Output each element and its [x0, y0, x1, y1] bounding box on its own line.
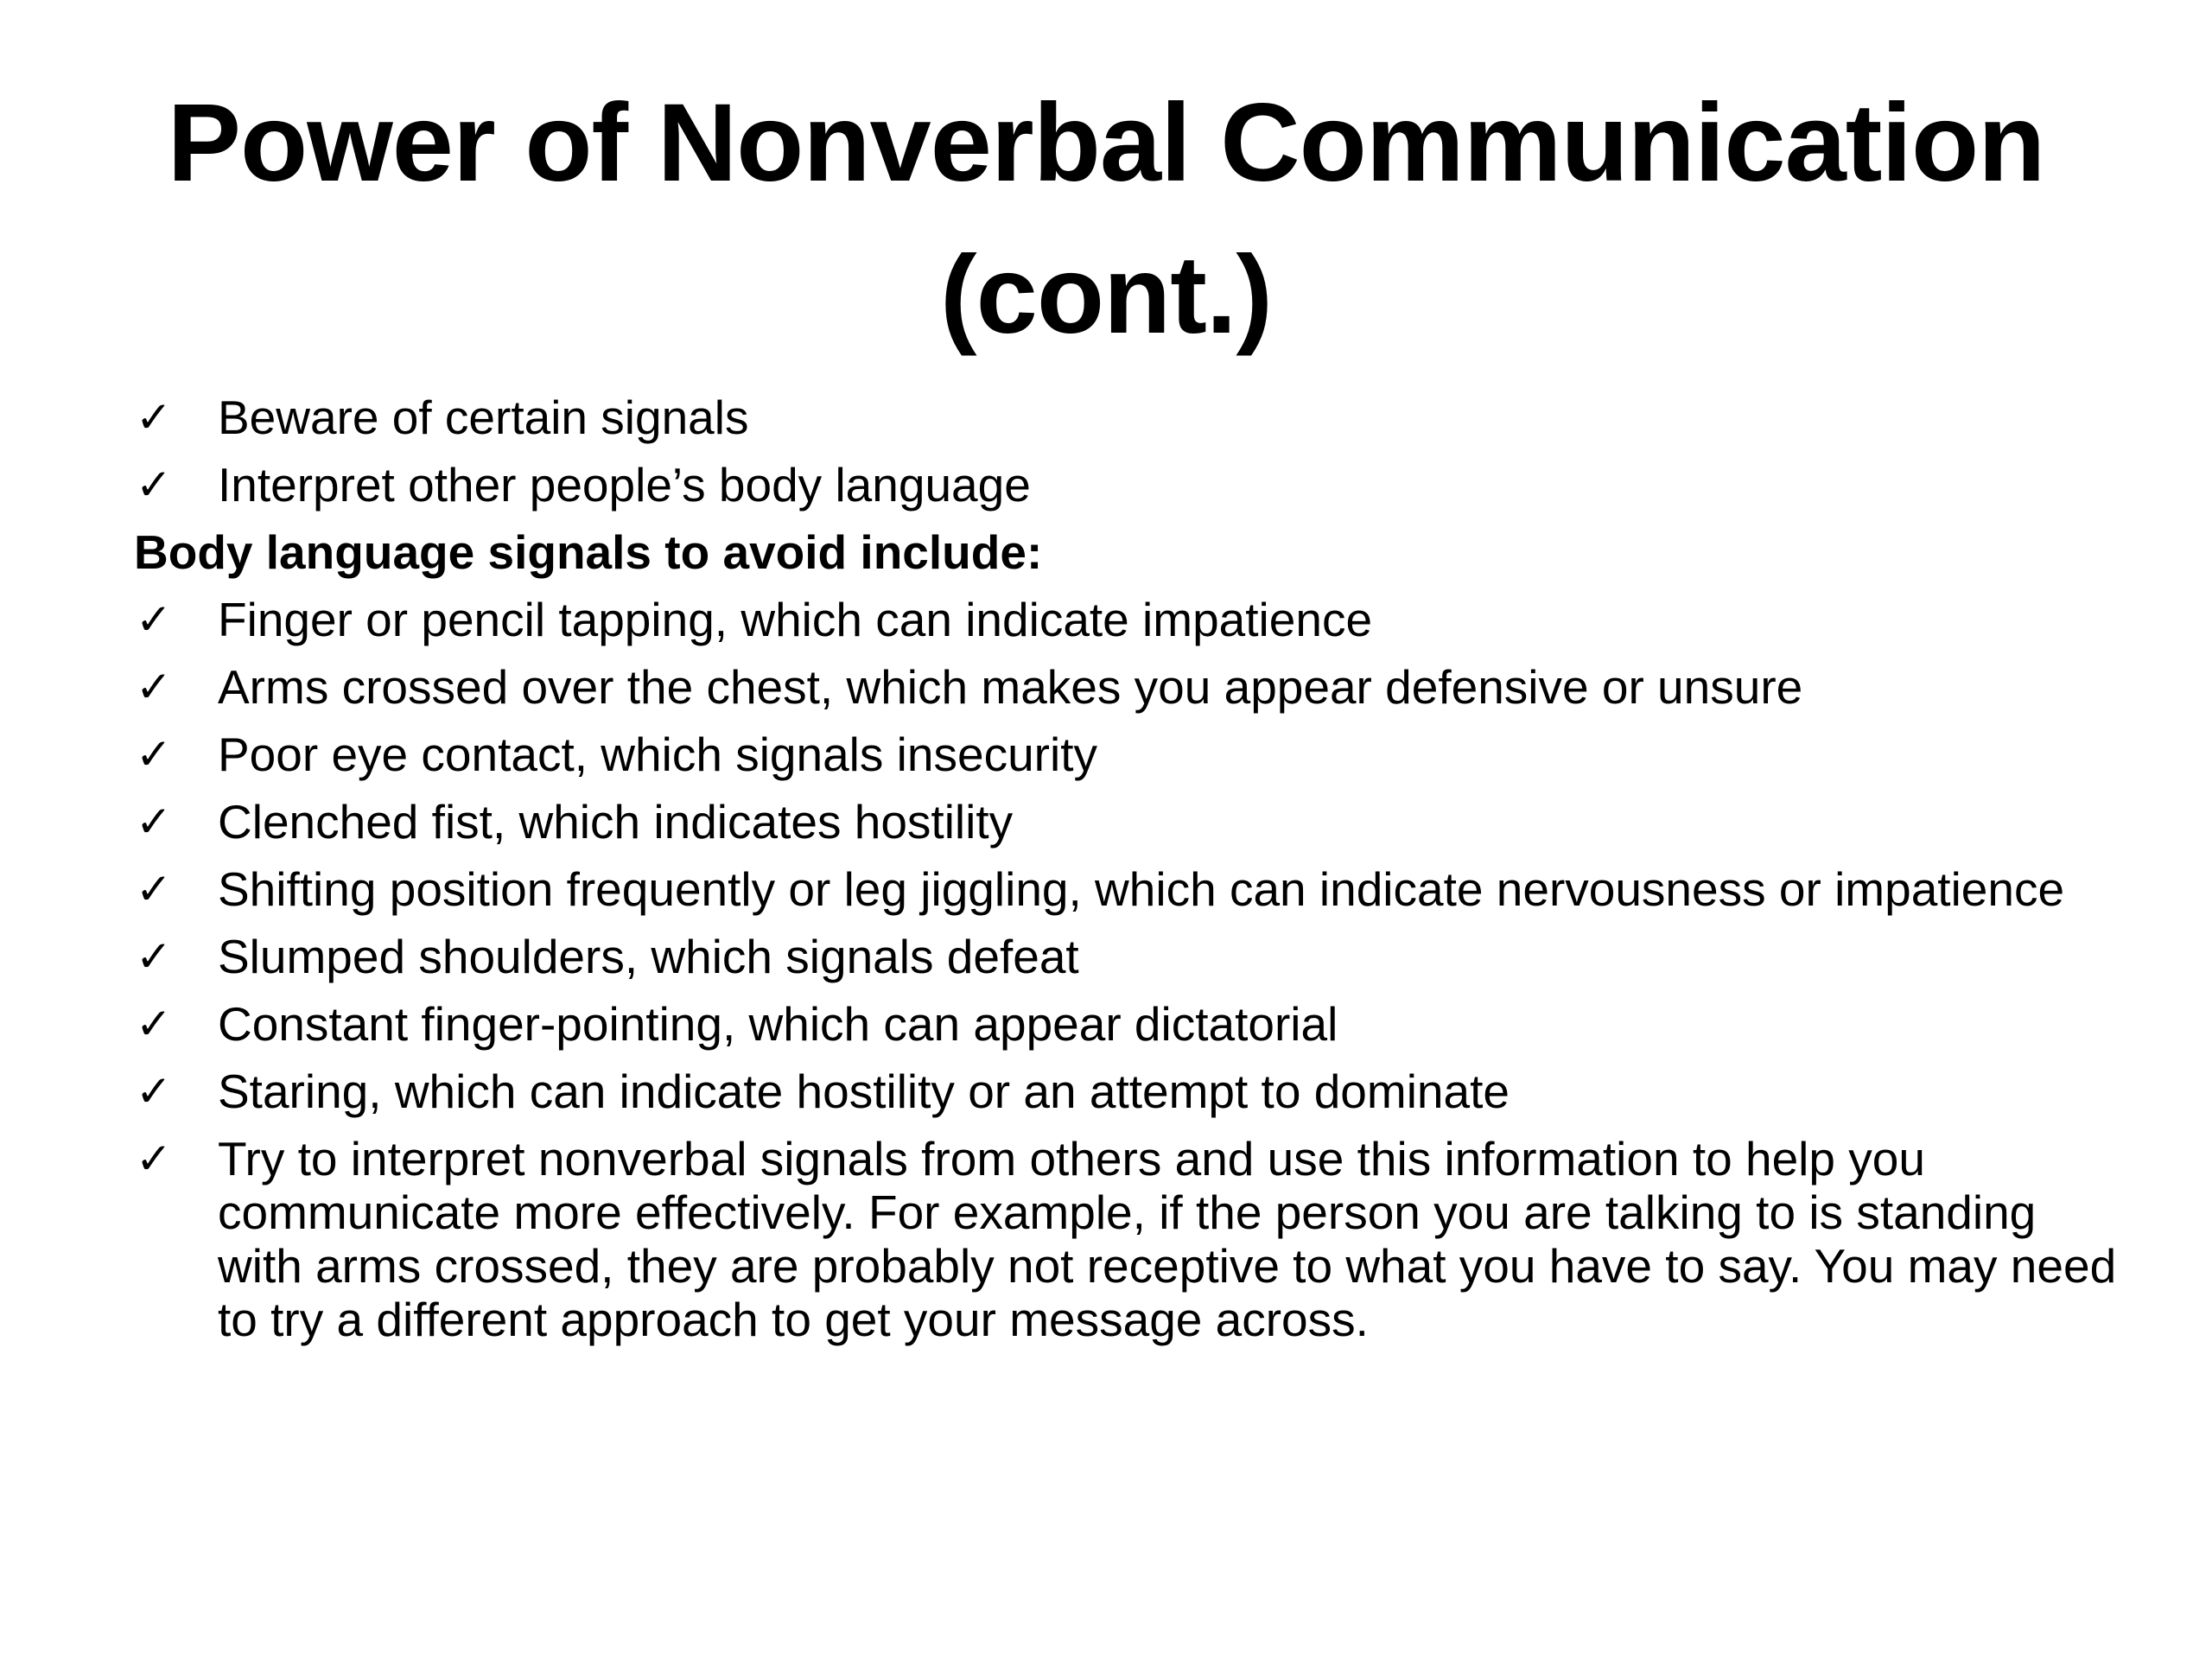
bullet-text: Finger or pencil tapping, which can indicate impatience	[218, 593, 1373, 646]
bullet-item	[134, 862, 2121, 916]
check-mark-icon: ✓	[136, 460, 172, 510]
bullet-item	[134, 930, 2121, 983]
bullet-item	[134, 593, 2121, 646]
check-mark-icon: ✓	[136, 729, 172, 779]
bullet-text: Staring, which can indicate hostility or an attempt to dominate	[218, 1065, 1510, 1118]
bullet-item	[134, 391, 2121, 444]
slide-title-line-1: Power of Nonverbal Communication	[167, 81, 2045, 205]
bullet-text: Clenched fist, which indicates hostility	[218, 795, 1014, 849]
check-mark-icon: ✓	[136, 999, 172, 1049]
bullet-text: Try to interpret nonverbal signals from others and use this information to help you communicate more effectively. For example, if the person you are talking to is standing with arms crossed, they are probably not receptive to what you have to say. You may need to try a different approach to get your message across.	[218, 1132, 2117, 1346]
check-mark-icon: ✓	[136, 931, 172, 982]
bullet-item	[134, 1132, 2121, 1346]
bullet-text: Shifting position frequently or leg jiggling, which can indicate nervousness or impatience	[218, 862, 2065, 916]
bullet-item	[134, 795, 2121, 849]
bullet-text: Beware of certain signals	[218, 391, 749, 444]
bullet-item	[134, 660, 2121, 714]
check-mark-icon: ✓	[136, 392, 172, 442]
slide-body	[134, 391, 2121, 1360]
bullet-text: Constant finger-pointing, which can appear dictatorial	[218, 997, 1338, 1051]
bullet-text: Arms crossed over the chest, which makes you appear defensive or unsure	[218, 660, 1803, 714]
bullet-item	[134, 1065, 2121, 1118]
check-mark-icon: ✓	[136, 864, 172, 914]
bullet-item	[134, 728, 2121, 781]
check-mark-icon: ✓	[136, 1134, 172, 1184]
bullet-item	[134, 458, 2121, 512]
check-mark-icon: ✓	[136, 594, 172, 645]
bullet-text: Slumped shoulders, which signals defeat	[218, 930, 1079, 983]
check-mark-icon: ✓	[136, 1066, 172, 1116]
bullet-text: Poor eye contact, which signals insecurity	[218, 728, 1097, 781]
slide-title-line-2: (cont.)	[940, 233, 1272, 357]
slide-title	[130, 67, 2082, 372]
check-mark-icon: ✓	[136, 662, 172, 712]
section-subheading: Body language signals to avoid include:	[134, 525, 1043, 579]
check-mark-icon: ✓	[136, 797, 172, 847]
bullet-item	[134, 997, 2121, 1051]
bullet-text: Interpret other people’s body language	[218, 458, 1031, 512]
